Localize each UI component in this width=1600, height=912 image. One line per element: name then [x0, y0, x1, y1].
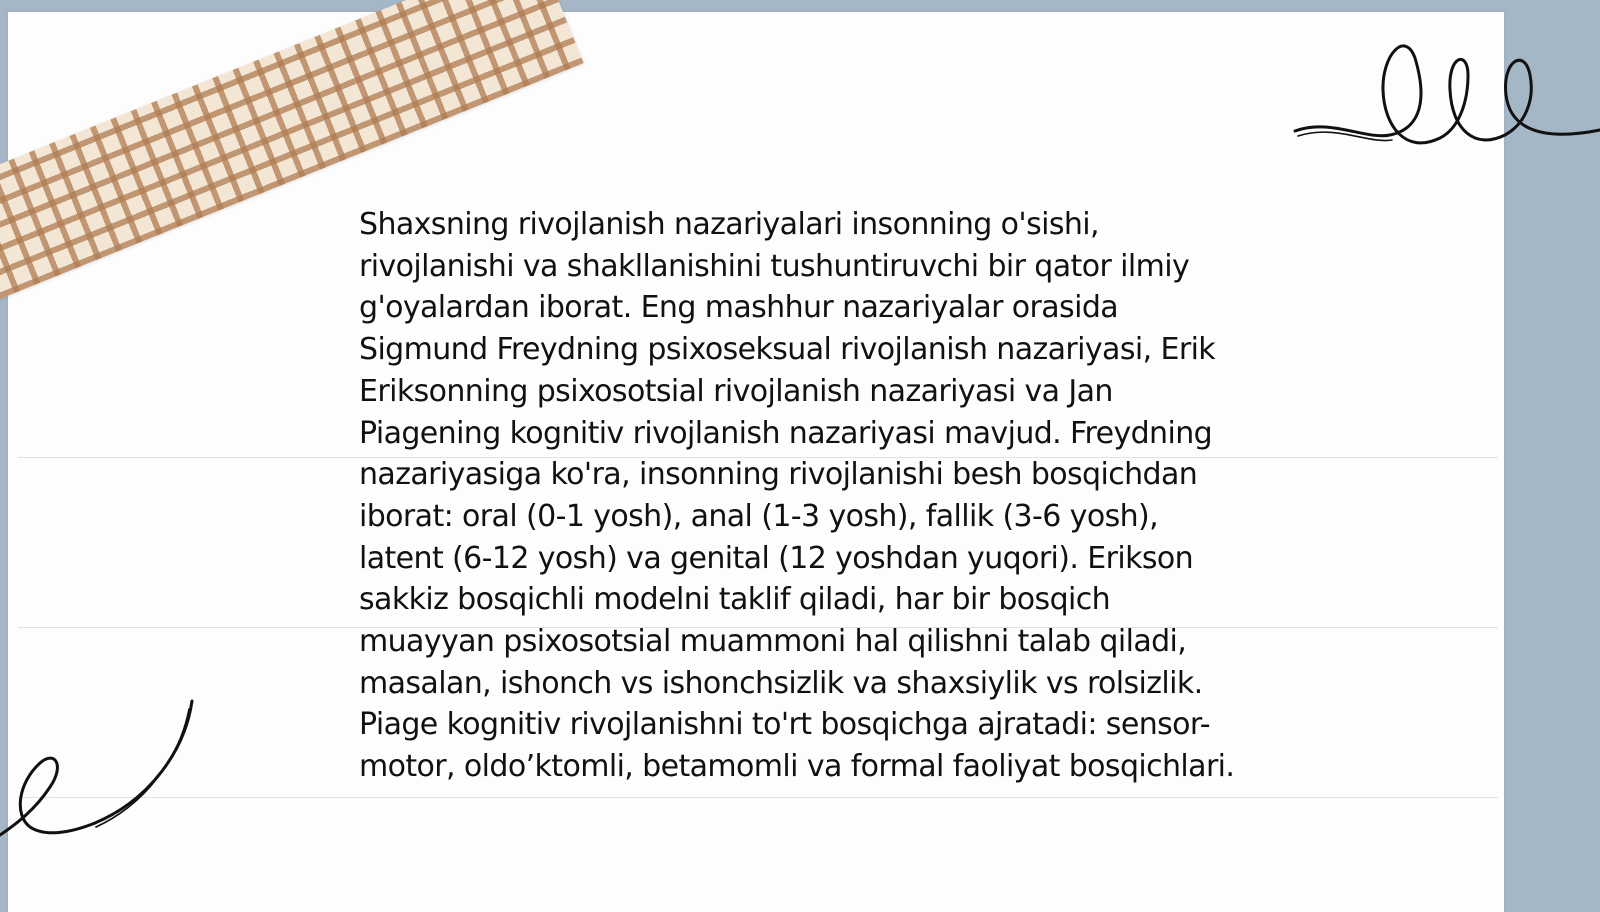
swirl-scribble-bottom-left — [0, 695, 210, 850]
body-paragraph: Shaxsning rivojlanish nazariyalari insonning o'sishi, rivojlanishi va shakllanishini tushuntiruvchi bir qator ilmiy g'oyalardan iborat. Eng mashhur nazariyalar orasida Sigmund Freydning psixoseksual rivojlanish nazariyasi, Erik Eriksonning psixosotsial rivojlanish nazariyasi va Jan Piagening kognitiv rivojlanish nazariyasi mavjud. Freydning nazariyasiga ko'ra, insonning rivojlanishi besh bosqichdan iborat: oral (0-1 yosh), anal (1-3 yosh), fallik (3-6 yosh), latent (6-12 yosh) va genital (12 yoshdan yuqori). Erikson sakkiz bosqichli modelni taklif qiladi, har bir bosqich muayyan psixosotsial muammoni hal qilishni talab qiladi, masalan, ishonch vs ishonchsizlik va shaxsiylik vs rolsizlik. Piage kognitiv rivojlanishni to'rt bosqichga ajratadi: sensor-motor, oldo’ktomli, betamomli va formal faoliyat bosqichlari. — [359, 207, 1235, 785]
loop-scribble-top-right — [1290, 30, 1600, 170]
paper-rule-line — [18, 797, 1498, 798]
